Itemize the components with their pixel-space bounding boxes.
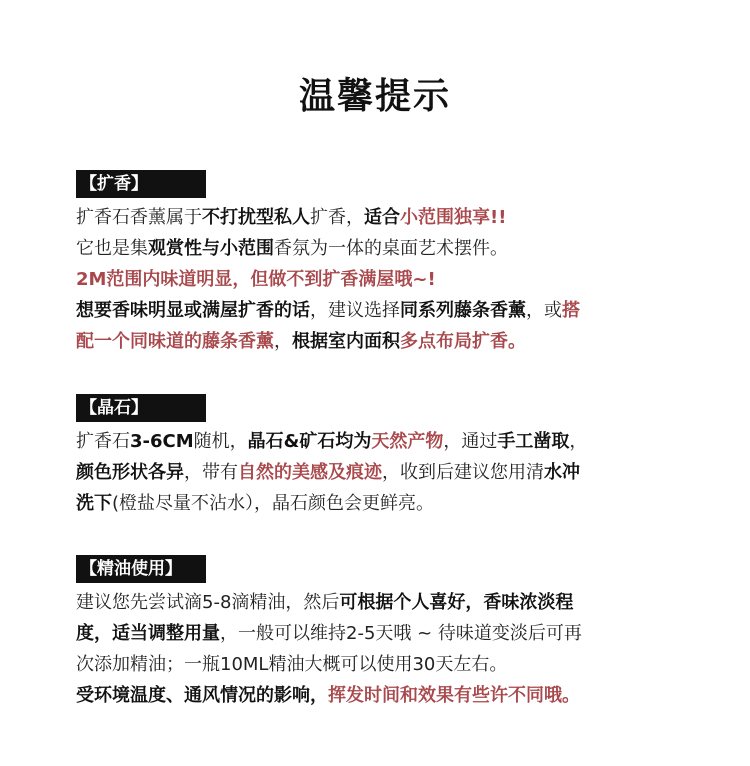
section-tag: 【扩香】 — [76, 170, 206, 198]
text-line — [76, 264, 696, 295]
bold-text: 水冲 — [544, 462, 580, 483]
section-body — [76, 587, 696, 711]
text-segment: 次添加精油；一瓶10ML精油大概可以使用30天左右。 — [76, 654, 508, 675]
page-title: 温馨提示 — [298, 76, 451, 117]
text-line — [76, 680, 696, 711]
text-segment: ，收到后建议您用清 — [382, 462, 544, 483]
text-segment: ，带有 — [184, 462, 238, 483]
text-line — [76, 488, 696, 519]
text-segment: ，通过 — [443, 431, 498, 452]
text-segment: ， — [569, 431, 588, 452]
text-segment: ， — [274, 331, 292, 352]
text-line — [76, 326, 696, 357]
text-segment: 香氛为一体的桌面艺术摆件。 — [274, 238, 508, 259]
bold-text: 洗下 — [76, 493, 112, 514]
bold-text: 适合 — [364, 207, 400, 228]
section-body — [76, 426, 696, 519]
highlight-text: 挥发时间和效果有些许不同哦。 — [328, 685, 580, 706]
text-line — [76, 426, 696, 457]
section-tag: 【晶石】 — [76, 394, 206, 422]
text-line — [76, 649, 696, 680]
text-segment: (橙盐尽量不沾水），晶石颜色会更鲜亮。 — [112, 493, 435, 514]
section-oil-usage — [76, 555, 696, 711]
bold-text: 观赏性与小范围 — [148, 238, 274, 259]
highlight-text: 配一个同味道的藤条香薰 — [76, 331, 274, 352]
bold-text: 3-6CM — [130, 431, 194, 452]
text-line — [76, 618, 696, 649]
bold-text: 根据室内面积 — [292, 331, 400, 352]
text-line — [76, 587, 696, 618]
highlight-text: 搭 — [562, 300, 580, 321]
text-segment: 扩香石 — [76, 431, 130, 452]
bold-text: 手工凿取 — [497, 431, 570, 452]
bold-text: 不打扰型私人 — [202, 207, 310, 228]
highlight-text: 小范围独享!! — [400, 207, 507, 228]
highlight-text: 自然的美感及痕迹 — [238, 462, 382, 483]
bold-text: 晶石&矿石均为 — [247, 431, 372, 452]
bold-text: 度，适当调整用量 — [76, 623, 220, 644]
section-tag: 【精油使用】 — [76, 555, 206, 583]
text-segment: ，或 — [526, 300, 562, 321]
text-segment: ，一般可以维持2-5天哦 ~ 待味道变淡后可再 — [220, 623, 582, 644]
text-segment: 建议您先尝试滴5-8滴精油，然后 — [76, 592, 340, 613]
bold-text: 想要香味明显或满屋扩香的话 — [76, 300, 310, 321]
bold-text: 可根据个人喜好，香味浓淡程 — [339, 592, 574, 613]
highlight-text: 2M范围内味道明显，但做不到扩香满屋哦~! — [76, 269, 436, 290]
highlight-text: 天然产物 — [371, 431, 444, 452]
bold-text: 同系列藤条香薰 — [400, 300, 526, 321]
bold-text: 颜色形状各异 — [76, 462, 184, 483]
text-line — [76, 202, 696, 233]
text-line — [76, 233, 696, 264]
highlight-text: 多点布局扩香。 — [400, 331, 526, 352]
section-aroma — [76, 170, 696, 357]
text-segment: 它也是集 — [76, 238, 148, 259]
section-body — [76, 202, 696, 357]
text-segment: 随机， — [193, 431, 248, 452]
text-segment: 扩香， — [310, 207, 364, 228]
bold-text: 受环境温度、通风情况的影响， — [76, 685, 328, 706]
text-line — [76, 457, 696, 488]
text-line — [76, 295, 696, 326]
section-crystal — [76, 394, 696, 519]
text-segment: 扩香石香薰属于 — [76, 207, 202, 228]
text-segment: ，建议选择 — [310, 300, 400, 321]
